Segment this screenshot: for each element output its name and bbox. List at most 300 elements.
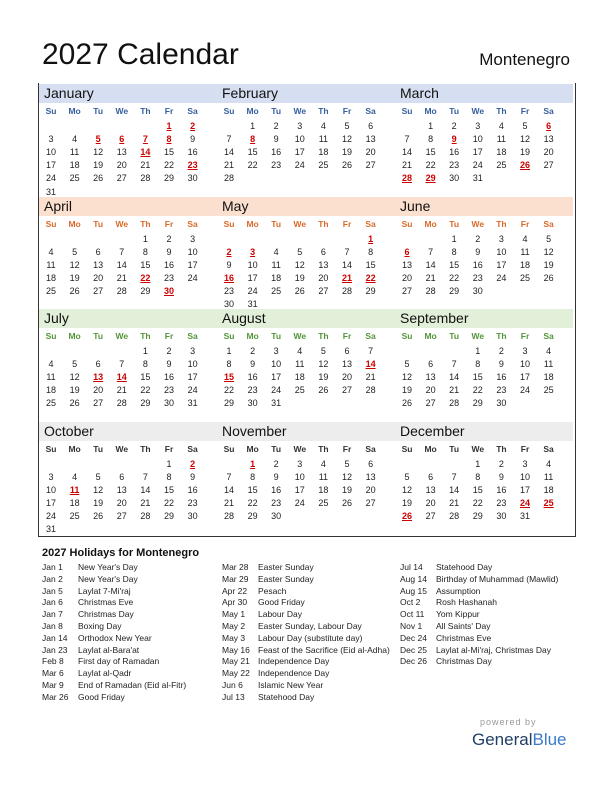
day-cell: 29 [163,510,174,521]
weekday-label: Th [318,106,329,116]
day-cell: 22 [163,497,174,508]
holiday-name: Assumption [436,585,481,596]
month-header [395,197,573,216]
day-cell: 9 [498,359,504,370]
day-cell: 12 [93,147,104,158]
day-cell: 14 [223,484,234,495]
month-name: June [400,197,431,214]
day-cell: 30 [449,173,460,184]
holiday-row [222,574,392,586]
weekday-label: We [471,218,485,229]
holiday-day-cell: 13 [93,372,104,383]
day-cell: 22 [223,385,234,396]
weekday-label: Sa [187,443,198,454]
weekday-label: Su [45,443,57,454]
holiday-row [42,645,212,657]
day-cell: 6 [368,121,374,131]
month-header [39,422,217,441]
day-cell: 7 [404,134,410,145]
day-cell: 18 [496,147,507,158]
weekday-label: Sa [187,331,198,341]
holiday-day-cell: 8 [166,134,172,145]
day-cell: 12 [401,372,412,383]
day-cell: 1 [226,346,232,356]
day-cell: 6 [119,471,125,482]
day-cell: 17 [45,497,56,508]
holiday-column-1 [42,562,212,704]
day-cell: 22 [472,385,483,396]
weekday-label: Fr [342,106,352,116]
day-cell: 26 [401,398,412,409]
holiday-row [222,645,392,657]
holiday-day-cell: 21 [341,272,352,283]
day-cell: 2 [475,233,481,244]
day-cell: 19 [401,385,412,396]
day-cell: 3 [522,458,528,469]
day-cell: 2 [166,346,172,356]
day-cell: 13 [93,259,104,270]
day-cell: 12 [69,372,80,383]
month-name: January [44,85,94,101]
holiday-date: Oct 11 [400,609,425,620]
day-cell: 13 [401,259,412,270]
day-cell: 13 [425,372,436,383]
day-cell: 7 [344,246,350,257]
weekday-label: We [293,106,307,116]
day-cell: 9 [190,471,196,482]
day-cell: 31 [187,398,198,409]
weekday-label: Fr [342,443,352,454]
day-cell: 30 [247,398,258,409]
day-cell: 30 [163,398,174,409]
day-cell: 11 [543,359,554,370]
day-cell: 26 [93,510,104,521]
day-cell: 11 [318,134,329,145]
day-cell: 5 [95,471,101,482]
day-cell: 28 [449,398,460,409]
day-cell: 28 [116,398,127,409]
day-cell: 3 [297,458,303,469]
day-cell: 24 [294,497,305,508]
holiday-date: May 2 [222,620,246,631]
day-cell: 3 [297,121,303,131]
day-cell: 30 [187,173,198,184]
day-cell: 11 [271,259,281,270]
day-cell: 8 [142,359,148,370]
holiday-row [42,692,212,704]
holiday-date: Apr 22 [222,585,248,596]
day-cell: 21 [365,372,376,383]
day-cell: 27 [425,398,436,409]
day-cell: 23 [163,272,174,283]
day-cell: 11 [295,359,305,370]
day-cell: 8 [142,246,148,257]
holiday-date: Aug 15 [400,585,427,596]
weekday-label: Mo [68,218,81,229]
holiday-date: Jul 14 [400,562,423,572]
holidays-title: 2027 Holidays for Montenegro [42,547,200,559]
day-cell: 10 [519,471,530,482]
day-cell: 31 [271,398,282,409]
day-cell: 15 [140,259,151,270]
day-cell: 1 [142,346,148,356]
day-cell: 2 [273,458,279,469]
day-cell: 16 [472,259,483,270]
day-cell: 21 [449,497,460,508]
weekday-label: Sa [187,218,198,229]
day-cell: 29 [223,398,234,409]
holiday-row [222,562,392,574]
day-cell: 9 [166,359,172,370]
weekday-label: Sa [543,106,554,116]
holiday-name: First day of Ramadan [78,656,160,667]
holiday-day-cell: 1 [368,233,374,244]
day-cell: 9 [250,359,256,370]
day-cell: 10 [247,259,258,270]
holiday-day-cell: 14 [116,372,127,383]
day-cell: 3 [522,346,528,356]
day-cell: 16 [271,484,282,495]
day-cell: 15 [365,259,376,270]
day-cell: 26 [294,285,305,296]
day-cell: 12 [318,359,329,370]
day-cell: 18 [271,272,282,283]
holiday-date: Mar 9 [42,679,64,690]
weekday-label: Su [223,331,235,341]
day-cell: 1 [428,121,434,131]
holiday-name: Rosh Hashanah [436,597,497,608]
holiday-day-cell: 6 [404,246,410,257]
day-cell: 17 [294,484,305,495]
holiday-day-cell: 15 [223,372,234,383]
holiday-day-cell: 29 [425,173,436,184]
holiday-row [400,656,575,668]
holiday-day-cell: 30 [163,285,174,296]
day-cell: 30 [223,299,234,309]
day-cell: 7 [451,359,457,370]
holiday-name: Easter Sunday [258,562,314,572]
day-cell: 11 [318,471,329,482]
day-cell: 7 [451,471,457,482]
holiday-row [42,609,212,621]
holiday-day-cell: 24 [519,497,530,508]
day-cell: 10 [519,359,530,370]
day-cell: 5 [344,458,350,469]
weekday-label: Mo [246,331,259,341]
month-name: March [400,85,439,101]
weekday-label: Su [401,218,413,229]
day-cell: 7 [428,246,434,257]
month-name: September [400,310,469,326]
month-name: October [44,422,94,439]
day-cell: 20 [318,272,329,283]
day-cell: 23 [247,385,258,396]
weekday-label: Su [223,218,235,229]
day-cell: 18 [45,385,56,396]
day-cell: 10 [187,359,198,370]
day-cell: 1 [451,233,457,244]
day-cell: 5 [404,471,410,482]
weekday-label: Th [318,218,329,229]
holiday-day-cell: 22 [365,272,376,283]
day-cell: 10 [45,147,56,158]
day-cell: 15 [247,147,258,158]
weekday-label: Tu [93,331,104,341]
day-cell: 21 [116,385,127,396]
brand-first: General [472,730,533,749]
day-cell: 19 [543,259,554,270]
holiday-name: Good Friday [258,597,305,608]
weekday-label: Mo [246,218,259,229]
month-header [395,422,573,441]
holiday-date: Jul 13 [222,691,245,702]
holiday-day-cell: 23 [187,160,198,171]
day-cell: 2 [273,121,279,131]
weekday-label: Su [45,106,57,116]
day-cell: 15 [247,484,258,495]
holiday-day-cell: 14 [365,359,376,370]
holiday-day-cell: 22 [140,272,151,283]
holiday-name: Easter Sunday, Labour Day [258,620,362,631]
holiday-name: Yom Kippur [436,609,480,620]
day-cell: 18 [519,259,530,270]
holiday-day-cell: 1 [250,458,256,469]
day-cell: 21 [140,160,151,171]
weekday-label: Su [45,331,57,341]
day-cell: 16 [187,147,198,158]
day-cell: 28 [140,510,151,521]
day-cell: 24 [472,160,483,171]
day-cell: 29 [163,173,174,184]
holiday-day-cell: 3 [250,246,256,257]
day-cell: 6 [428,359,434,370]
day-cell: 23 [223,285,234,296]
holiday-row [222,621,392,633]
day-cell: 9 [498,471,504,482]
month-name: November [222,422,287,439]
day-cell: 19 [93,160,104,171]
weekday-label: Th [140,218,151,229]
holiday-date: May 16 [222,644,250,655]
day-cell: 31 [247,299,258,309]
day-cell: 1 [250,121,256,131]
day-cell: 30 [472,285,483,296]
day-cell: 14 [140,484,151,495]
day-cell: 2 [250,346,256,356]
weekday-label: Fr [164,106,174,116]
holiday-date: Mar 29 [222,573,249,584]
day-cell: 16 [247,372,258,383]
day-cell: 18 [294,372,305,383]
weekday-label: Tu [271,443,282,454]
weekday-label: We [471,331,485,341]
day-cell: 15 [163,484,174,495]
month-june [395,197,573,309]
holiday-row [400,645,575,657]
day-cell: 13 [116,484,127,495]
day-cell: 24 [187,272,198,283]
day-cell: 23 [271,497,282,508]
holiday-row [222,609,392,621]
day-cell: 21 [449,385,460,396]
day-cell: 17 [187,259,198,270]
day-cell: 30 [271,510,282,521]
day-cell: 12 [341,471,352,482]
day-cell: 25 [69,510,80,521]
day-cell: 21 [223,497,234,508]
holiday-day-cell: 28 [401,173,412,184]
holiday-row [42,680,212,692]
holiday-name: New Year's Day [78,562,138,572]
day-cell: 13 [543,134,554,145]
day-cell: 23 [496,497,507,508]
day-cell: 14 [223,147,234,158]
month-january [39,84,217,196]
holiday-row [400,621,575,633]
day-cell: 28 [341,285,352,296]
day-cell: 10 [294,471,305,482]
day-cell: 29 [472,398,483,409]
day-cell: 25 [45,285,56,296]
holiday-day-cell: 2 [190,121,196,131]
weekday-label: Mo [68,443,81,454]
day-cell: 2 [166,233,172,244]
country-name: Montenegro [479,50,570,69]
holiday-name: Good Friday [78,691,125,702]
day-cell: 18 [69,160,80,171]
holiday-row [222,656,392,668]
day-cell: 4 [48,246,54,257]
day-cell: 16 [496,484,507,495]
holiday-row [400,574,575,586]
weekday-label: Mo [68,331,81,341]
day-cell: 20 [425,385,436,396]
weekday-label: Mo [246,106,259,116]
day-cell: 23 [187,497,198,508]
day-cell: 6 [428,471,434,482]
holiday-name: Laylat 7-Mi'raj [78,585,131,596]
month-header [217,197,395,216]
holiday-date: May 22 [222,668,250,679]
day-cell: 9 [475,246,481,257]
weekday-label: We [293,443,307,454]
day-cell: 4 [273,246,279,257]
holiday-name: Christmas Eve [436,632,492,643]
day-cell: 17 [519,484,530,495]
holiday-date: Jan 6 [42,597,63,608]
day-cell: 17 [472,147,483,158]
day-cell: 25 [271,285,282,296]
holiday-row [42,656,212,668]
day-cell: 28 [449,510,460,521]
day-cell: 11 [520,246,530,257]
day-cell: 10 [294,134,305,145]
day-cell: 20 [116,497,127,508]
day-cell: 9 [166,246,172,257]
day-cell: 15 [163,147,174,158]
holiday-date: Jan 1 [42,562,63,572]
powered-by-text: powered by [480,717,537,727]
day-cell: 12 [69,259,80,270]
weekday-label: Tu [93,106,104,116]
day-cell: 19 [318,372,329,383]
day-cell: 8 [166,471,172,482]
day-cell: 18 [318,484,329,495]
month-name: February [222,85,279,101]
holiday-date: Jan 2 [42,573,63,584]
holiday-name: New Year's Day [78,573,138,584]
day-cell: 12 [341,134,352,145]
day-cell: 29 [247,510,258,521]
weekday-label: We [293,218,307,229]
day-cell: 1 [475,346,481,356]
day-cell: 25 [318,497,329,508]
day-cell: 10 [45,484,56,495]
holiday-row [222,597,392,609]
day-cell: 29 [472,510,483,521]
day-cell: 23 [449,160,460,171]
day-cell: 7 [368,346,374,356]
day-cell: 10 [472,134,483,145]
holiday-row [222,680,392,692]
day-cell: 5 [546,233,552,244]
holiday-day-cell: 6 [546,121,552,131]
generalblue-logo[interactable] [472,730,567,750]
month-header [395,84,573,103]
day-cell: 20 [425,497,436,508]
day-cell: 11 [69,147,80,158]
holiday-name: All Saints' Day [436,620,491,631]
day-cell: 19 [401,497,412,508]
weekday-label: Tu [271,106,282,116]
month-header [39,197,217,216]
month-header [217,84,395,103]
holiday-name: Laylat al-Qadr [78,668,132,679]
weekday-label: We [115,443,129,454]
day-cell: 27 [365,497,376,508]
month-name: April [44,197,73,214]
month-august [217,309,395,421]
holiday-date: Aug 14 [400,573,427,584]
day-cell: 8 [368,246,374,257]
holiday-day-cell: 6 [119,134,125,145]
day-cell: 25 [294,385,305,396]
day-cell: 4 [546,458,552,469]
holiday-row [42,562,212,574]
weekday-label: Fr [520,331,530,341]
holiday-row [400,597,575,609]
day-cell: 17 [496,259,507,270]
holiday-column-3 [400,562,575,668]
holiday-name: Labour Day [258,609,302,620]
weekday-label: Mo [424,106,437,116]
day-cell: 21 [425,272,436,283]
weekday-label: Sa [187,106,198,116]
holiday-name: Christmas Eve [78,597,134,608]
day-cell: 8 [475,359,481,370]
holiday-name: Independence Day [258,668,330,679]
weekday-label: Th [496,218,507,229]
day-cell: 12 [401,484,412,495]
day-cell: 12 [93,484,104,495]
weekday-label: Su [223,443,235,454]
day-cell: 19 [69,272,80,283]
holiday-date: Apr 30 [222,597,248,608]
day-cell: 20 [401,272,412,283]
holiday-name: Christmas Day [436,656,492,667]
weekday-label: Fr [164,331,174,341]
month-march [395,84,573,196]
